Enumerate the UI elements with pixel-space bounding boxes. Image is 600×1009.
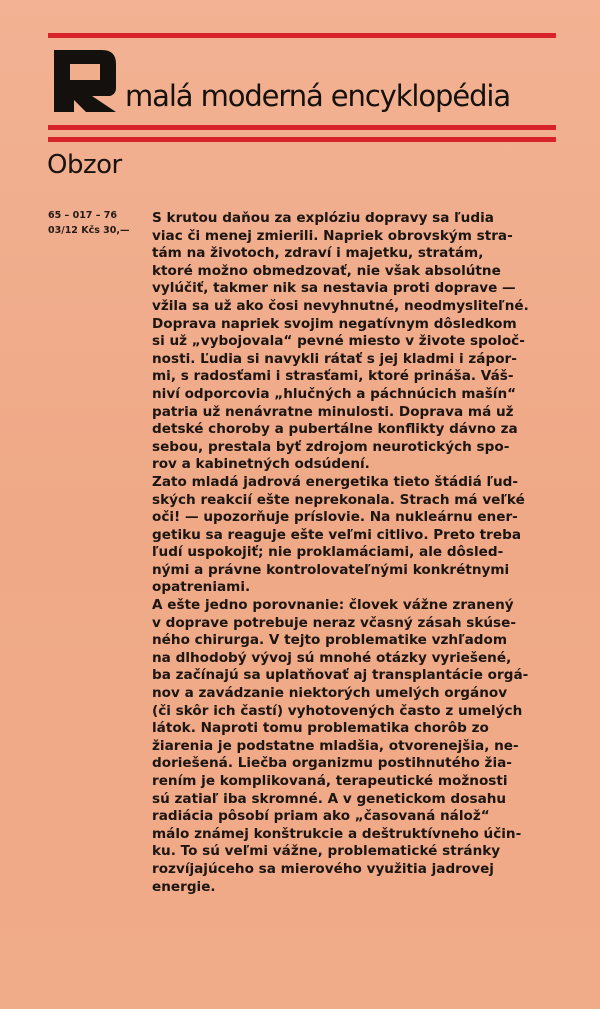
text-line: sebou, prestala byť zdrojom neurotických spo- bbox=[152, 438, 510, 455]
text-line: vžila sa už ako čosi nevyhnutné, neodmysliteľné. bbox=[152, 297, 529, 314]
series-logo-icon bbox=[52, 48, 118, 114]
text-line: si už „vybojovala“ pevné miesto v živote spoloč- bbox=[152, 333, 525, 350]
text-line: energie. bbox=[152, 878, 216, 895]
text-line: oči! — upozorňuje príslovie. Na nukleárnu ener- bbox=[152, 509, 518, 526]
text-line: látok. Naproti tomu problematika chorôb zo bbox=[152, 720, 489, 737]
text-line: getiku sa reaguje ešte veľmi citlivo. Preto treba bbox=[152, 526, 522, 543]
series-title: malá moderná encyklopédia bbox=[125, 79, 510, 113]
text-line: (či skôr ich častí) vyhotovených často z umelých bbox=[152, 702, 523, 719]
text-line: sú zatiaľ iba skromné. A v genetickom dosahu bbox=[152, 790, 507, 807]
text-line: ku. To sú veľmi vážne, problematické stránky bbox=[152, 843, 501, 860]
top-red-rule bbox=[48, 33, 556, 38]
text-line: rením je komplikovaná, terapeutické možnosti bbox=[152, 773, 508, 789]
text-line: S krutou daňou za explóziu dopravy sa ľudia bbox=[152, 210, 494, 226]
publisher-name: Obzor bbox=[47, 150, 122, 180]
text-line: ktoré možno obmedzovať, nie však absolútne bbox=[152, 262, 501, 279]
text-line: Zato mladá jadrová energetika tieto štádiá ľud- bbox=[152, 473, 519, 490]
text-line: viac či menej zmierili. Napriek obrovským stra- bbox=[152, 227, 513, 244]
text-line: A ešte jedno porovnanie: človek vážne zranený bbox=[152, 597, 514, 614]
text-line: málo známej konštrukcie a deštruktívneho účin- bbox=[152, 825, 522, 842]
text-line: radiácia pôsobí priam ako „časovaná nálož“ bbox=[152, 808, 490, 825]
price-code: 03/12 Kčs 30,— bbox=[48, 225, 130, 236]
text-line: na dlhodobý vývoj sú mnohé otázky vyriešené, bbox=[152, 649, 512, 666]
catalog-number: 65 – 017 – 76 bbox=[48, 210, 118, 221]
text-line: vylúčiť, takmer nik sa nestavia proti doprave — bbox=[152, 280, 516, 297]
text-line: opatreniami. bbox=[152, 579, 251, 596]
text-line: patria už nenávratne minulosti. Doprava má už bbox=[152, 403, 514, 420]
text-line: ného chirurga. V tejto problematike vzhľadom bbox=[152, 632, 508, 649]
middle-red-rule-lower bbox=[48, 137, 556, 142]
text-line: rozvíjajúceho sa mierového využitia jadrovej bbox=[152, 860, 494, 877]
text-line: doriešená. Liečba organizmu postihnutého žia- bbox=[152, 755, 512, 772]
text-line: detské choroby a pubertálne konflikty dávno za bbox=[152, 421, 518, 438]
text-line: niví odporcovia „hlučných a páchnúcich mašín“ bbox=[152, 385, 517, 402]
text-line: žiarenia je podstatne mladšia, otvorenejšia, ne- bbox=[152, 737, 519, 754]
middle-red-rule-upper bbox=[48, 125, 556, 130]
blurb-text bbox=[152, 210, 560, 896]
text-line: nosti. Ľudia si navykli rátať s jej kladmi i zápor- bbox=[152, 350, 517, 367]
text-line: nov a zavádzanie niektorých umelých orgánov bbox=[152, 685, 508, 702]
text-line: rov a kabinetných odsúdení. bbox=[152, 456, 370, 473]
text-line: ských reakcií ešte neprekonala. Strach má veľké bbox=[152, 491, 525, 508]
text-line: mi, s radosťami i strasťami, ktoré prináša. Váš- bbox=[152, 368, 514, 385]
text-line: ba začínajú sa uplatňovať aj transplantácie orgá- bbox=[152, 667, 529, 684]
text-line: v doprave potrebuje neraz včasný zásah skúse- bbox=[152, 614, 516, 631]
text-line: tám na životoch, zdraví i majetku, stratám, bbox=[152, 245, 484, 262]
text-line: Doprava napriek svojim negatívnym dôsledkom bbox=[152, 315, 517, 332]
text-line: ľudí uspokojiť; nie proklamáciami, ale dôsled- bbox=[152, 544, 504, 561]
text-line: nými a právne kontrolovateľnými konkrétnymi bbox=[152, 561, 510, 578]
